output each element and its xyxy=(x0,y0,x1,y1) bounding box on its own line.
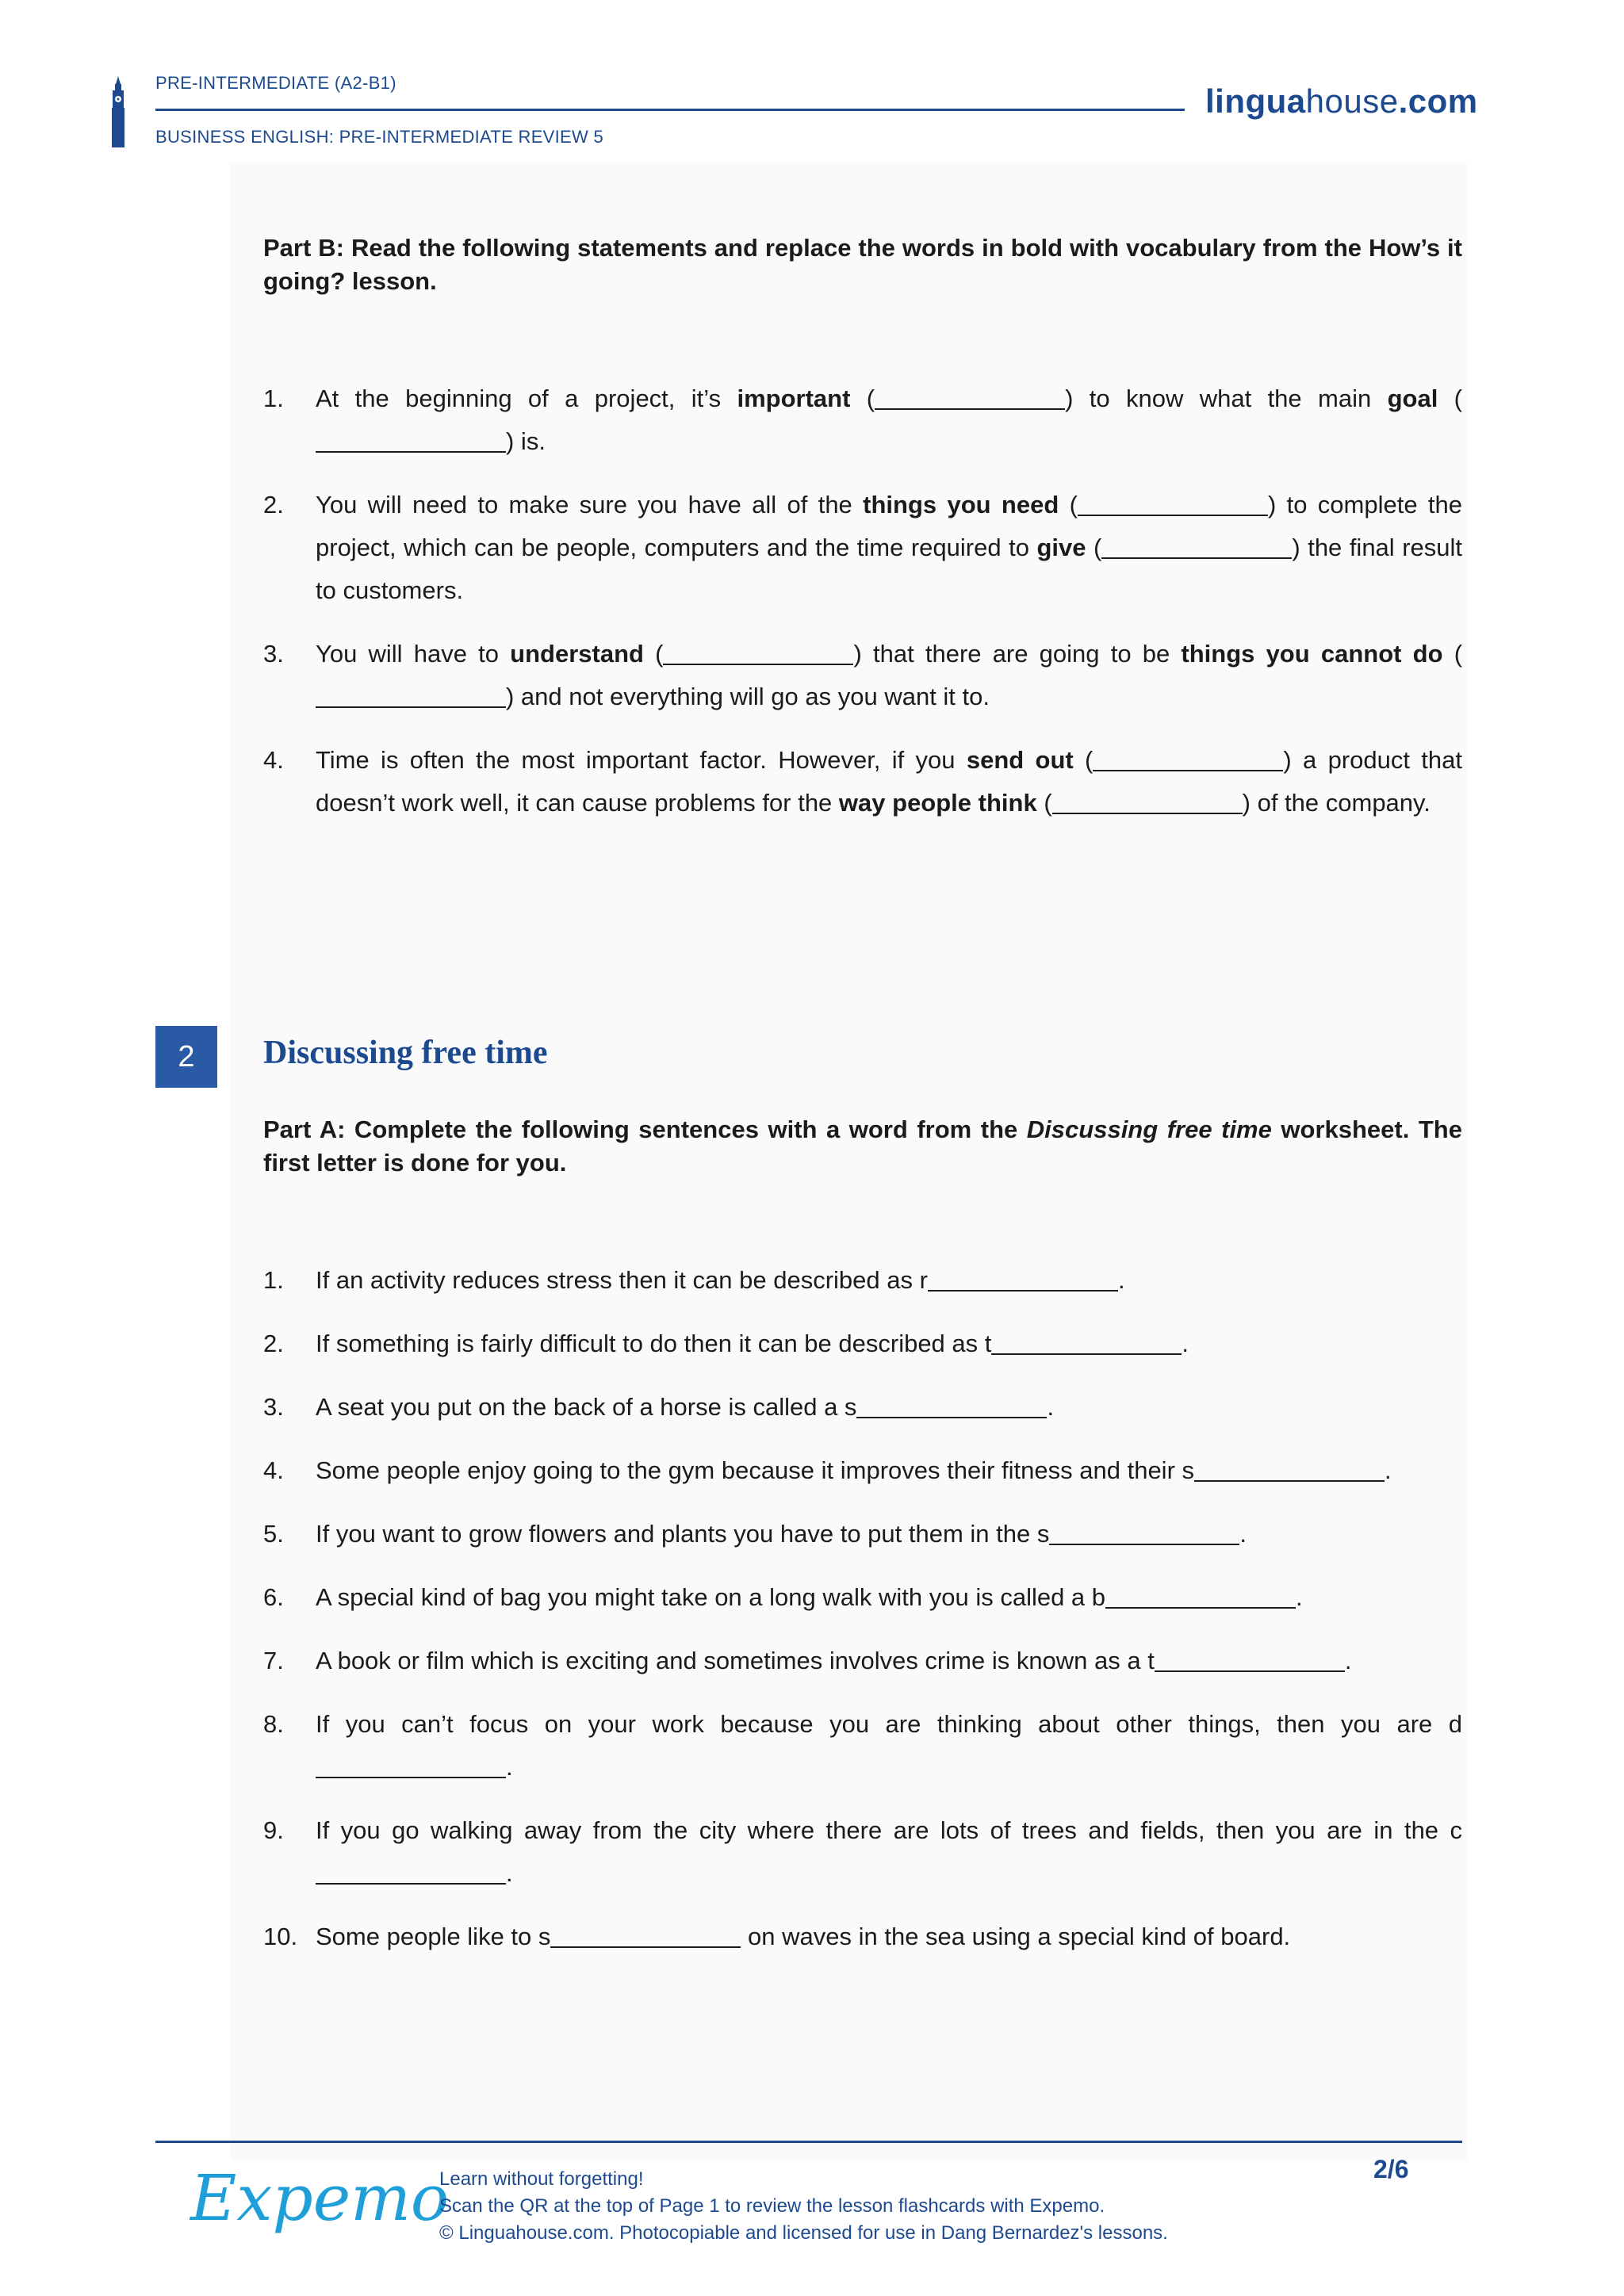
item-text: . xyxy=(1117,1266,1125,1294)
item-number: 1. xyxy=(263,385,284,412)
item-text: . xyxy=(1182,1330,1189,1357)
item-text: . xyxy=(1239,1520,1247,1548)
item-text: If an activity reduces stress then it can be described as r xyxy=(316,1266,928,1294)
answer-blank[interactable] xyxy=(550,1921,741,1948)
item-text: If you can’t focus on your work because you are thinking about other things, then you are d xyxy=(316,1710,1462,1738)
exercise-item xyxy=(263,1449,1462,1492)
item-number: 3. xyxy=(263,1393,284,1421)
item-text: ) the final result to customers. xyxy=(316,534,1463,604)
exercise-item xyxy=(263,484,1462,612)
answer-blank[interactable] xyxy=(1052,787,1243,814)
item-text: A seat you put on the back of a horse is called a s xyxy=(316,1393,857,1421)
item-text: ( xyxy=(850,385,875,412)
answer-blank[interactable] xyxy=(1194,1455,1385,1482)
item-text: . xyxy=(506,1753,513,1781)
answer-blank[interactable] xyxy=(1101,532,1292,559)
item-text: A special kind of bag you might take on a long walk with you is called a b xyxy=(316,1583,1106,1611)
answer-blank[interactable] xyxy=(316,681,506,708)
worksheet-title: BUSINESS ENGLISH: PRE-INTERMEDIATE REVIEW 5 xyxy=(155,127,604,147)
answer-blank[interactable] xyxy=(991,1328,1182,1355)
item-text: ( xyxy=(1442,640,1463,668)
item-text: ) and not everything will go as you want it to. xyxy=(506,683,990,710)
exercise-item xyxy=(263,1259,1462,1302)
answer-blank[interactable] xyxy=(928,1265,1118,1292)
answer-blank[interactable] xyxy=(1078,489,1268,516)
item-text: You will have to xyxy=(316,640,511,668)
part-b-instruction: Part B: Read the following statements and replace the words in bold with vocabulary from the How’s it going? lesson. xyxy=(263,234,1462,295)
exercise-item xyxy=(263,739,1462,825)
item-text: ( xyxy=(1086,534,1102,561)
bold-term: understand xyxy=(510,640,644,668)
item-text: If you want to grow flowers and plants you have to put them in the s xyxy=(316,1520,1050,1548)
expemo-logo[interactable] xyxy=(187,2147,450,2258)
bold-term: goal xyxy=(1387,385,1438,412)
item-text: ( xyxy=(1438,385,1462,412)
answer-blank[interactable] xyxy=(316,1751,506,1778)
exercise-item xyxy=(263,1809,1462,1895)
item-text: ) of the company. xyxy=(1242,789,1431,817)
item-text: Time is often the most important factor. However, if you xyxy=(316,746,967,774)
part-a-instruction: Part A: Complete the following sentences with a word from the Discussing free time worksheet. The first letter is done for you. xyxy=(263,1115,1462,1177)
big-ben-icon xyxy=(106,76,130,147)
item-text: ( xyxy=(643,640,664,668)
svg-text:Expemo: Expemo xyxy=(190,2161,450,2235)
footer-copyright: © Linguahouse.com. Photocopiable and licensed for use in Dang Bernardez's lessons. xyxy=(439,2222,1168,2244)
item-number: 2. xyxy=(263,491,284,519)
item-text: ) to know what the main xyxy=(1065,385,1388,412)
item-text: ( xyxy=(1073,746,1094,774)
item-text: . xyxy=(1296,1583,1303,1611)
bold-term: things you need xyxy=(863,491,1059,519)
section-title: Discussing free time xyxy=(263,1035,548,1071)
answer-blank[interactable] xyxy=(1105,1582,1296,1609)
item-number: 8. xyxy=(263,1710,284,1738)
item-number: 9. xyxy=(263,1816,284,1844)
answer-blank[interactable] xyxy=(875,383,1065,410)
item-text: ) a product that doesn’t work well, it can cause problems for the xyxy=(316,746,1462,817)
header-divider xyxy=(155,109,1185,111)
exercise-item xyxy=(263,1640,1462,1682)
answer-blank[interactable] xyxy=(316,426,506,453)
item-text: At the beginning of a project, it’s xyxy=(316,385,737,412)
answer-blank[interactable] xyxy=(1155,1645,1345,1672)
bold-term: way people think xyxy=(838,789,1037,817)
exercise-item xyxy=(263,1915,1462,1958)
item-text: on waves in the sea using a special kind of board. xyxy=(741,1923,1291,1950)
item-number: 4. xyxy=(263,746,284,774)
linguahouse-logo[interactable]: linguahouse.com xyxy=(1205,82,1478,120)
item-text: . xyxy=(506,1859,513,1887)
bold-term: give xyxy=(1036,534,1086,561)
item-text: ( xyxy=(1059,491,1078,519)
item-number: 7. xyxy=(263,1647,284,1674)
item-number: 4. xyxy=(263,1456,284,1484)
page-number: 2/6 xyxy=(1373,2155,1409,2183)
item-text: ) is. xyxy=(506,427,546,455)
part-a-list xyxy=(263,1259,1462,1979)
item-text: ) to complete the project, which can be people, computers and the time required to xyxy=(316,491,1462,561)
footer-tagline: Learn without forgetting! xyxy=(439,2168,644,2190)
footer-qr-note: Scan the QR at the top of Page 1 to review the lesson flashcards with Expemo. xyxy=(439,2195,1105,2217)
item-text: ( xyxy=(1036,789,1052,817)
answer-blank[interactable] xyxy=(663,638,853,665)
level-label: PRE-INTERMEDIATE (A2-B1) xyxy=(155,73,396,93)
item-text: A book or film which is exciting and sometimes involves crime is known as a t xyxy=(316,1647,1155,1674)
bold-term: things you cannot do xyxy=(1181,640,1443,668)
item-number: 1. xyxy=(263,1266,284,1294)
exercise-item xyxy=(263,1513,1462,1556)
answer-blank[interactable] xyxy=(1093,744,1283,771)
answer-blank[interactable] xyxy=(1049,1518,1239,1545)
exercise-item xyxy=(263,1703,1462,1789)
item-text: You will need to make sure you have all of the xyxy=(316,491,864,519)
item-text: ) that there are going to be xyxy=(853,640,1182,668)
item-number: 10. xyxy=(263,1923,298,1950)
exercise-item xyxy=(263,1322,1462,1365)
section-number-badge: 2 xyxy=(155,1026,217,1088)
item-text: . xyxy=(1047,1393,1055,1421)
footer-divider xyxy=(155,2141,1462,2143)
item-text: Some people enjoy going to the gym because it improves their fitness and their s xyxy=(316,1456,1195,1484)
exercise-item xyxy=(263,1386,1462,1429)
item-number: 2. xyxy=(263,1330,284,1357)
bold-term: send out xyxy=(966,746,1074,774)
item-text: . xyxy=(1385,1456,1392,1484)
bold-term: important xyxy=(737,385,851,412)
item-number: 5. xyxy=(263,1520,284,1548)
answer-blank[interactable] xyxy=(856,1391,1047,1418)
item-number: 6. xyxy=(263,1583,284,1611)
answer-blank[interactable] xyxy=(316,1858,506,1885)
item-text: Some people like to s xyxy=(316,1923,551,1950)
item-text: If something is fairly difficult to do then it can be described as t xyxy=(316,1330,992,1357)
item-number: 3. xyxy=(263,640,284,668)
item-text: . xyxy=(1344,1647,1352,1674)
exercise-item xyxy=(263,1576,1462,1619)
footer-text xyxy=(439,2166,1168,2247)
item-text: If you go walking away from the city where there are lots of trees and fields, then you are in the c xyxy=(316,1816,1462,1844)
part-b-list xyxy=(263,377,1462,845)
exercise-item xyxy=(263,377,1462,463)
exercise-item xyxy=(263,633,1462,718)
